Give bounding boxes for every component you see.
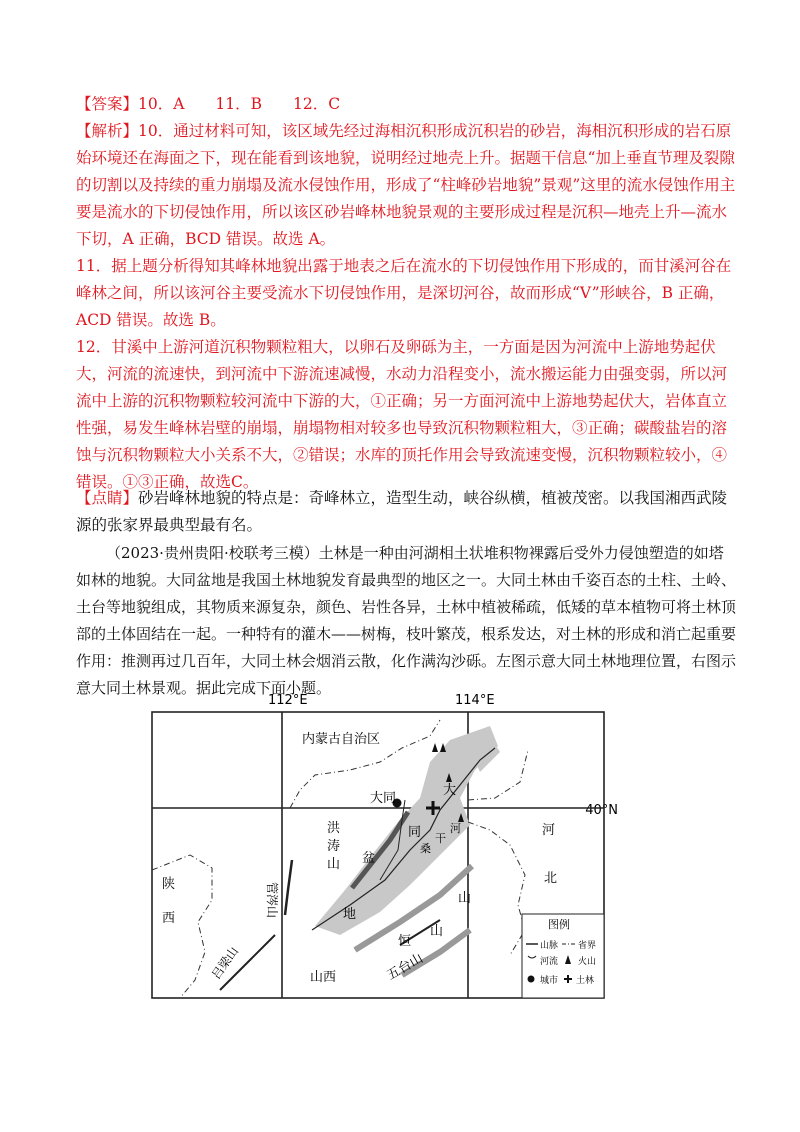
lat-40-label: 40°N [585, 803, 618, 818]
label-he: 河 [542, 823, 556, 838]
question-stem: （2023·贵州贵阳·校联考三模）土林是一种由河湖相土状堆积物裸露后受外力侵蚀塑造的如塔如林的地貌。大同盆地是我国土林地貌发育最典型的地区之一。大同土林由千姿百态的土柱、土岭、土台等地貌组成，其物质来源复杂，颜色、岩性各异，土林中植被稀疏，低矮的草本植物可将土林顶部的土体固结在一起。一种特有的灌木——树梅，枝叶繁茂，根系发达，对土林的形成和消亡起重要作用：推测再过几百年，大同土林会烟消云散，化作满沟沙砾。左图示意大同土林地理位置，右图示意大同土林景观。据此完成下面小题。 [76, 544, 737, 697]
label-hongtao-3: 山 [327, 857, 341, 872]
analysis-tag: 【解析】 [76, 122, 139, 140]
border-hebei [468, 750, 528, 955]
lon-114-label: 114°E [455, 693, 495, 708]
label-xi: 西 [162, 911, 176, 926]
label-bei: 北 [544, 871, 558, 886]
answer-tag: 【答案】 [76, 95, 139, 113]
border-shaanxi [152, 855, 212, 998]
label-sanggan-1: 桑 [420, 842, 431, 855]
label-da: 大 [443, 783, 457, 798]
legend-city: 城市 [540, 976, 559, 986]
analysis-p10: 10．通过材料可知，该区域先经过海相沉积形成沉积岩的砂岩，海相沉积形成的岩石原始环境还在海面之下，现在能看到该地貌，说明经过地壳上升。据题干信息“加上垂直节理及裂隙的切割以及持续的重力崩塌及流水侵蚀作用，形成了“柱峰砂岩地貌”景观”这里的流水侵蚀作用主要是流水的下切侵蚀作用，所以该区砂岩峰林地貌景观的主要形成过程是沉积—地壳上升—流水下切，A 正确，BCD 错误。故选 A。 [76, 122, 736, 248]
legend-tulin: 土林 [576, 976, 595, 986]
lon-112-label: 112°E [268, 693, 308, 708]
legend-river: 河流 [540, 957, 559, 967]
legend-volcano: 火山 [578, 957, 597, 967]
label-sanggan-2: 干 [435, 832, 446, 845]
analysis-11: 11．据上题分析得知其峰林地貌出露于地表之后在流水的下切侵蚀作用下形成的，而甘溪河谷在峰林之间，所以该河谷主要受流水下切侵蚀作用，是深切河谷，故而形成“V”形峡谷，B 正确，ACD 错误。故选 B。 [76, 257, 732, 329]
label-shaan: 陕 [162, 877, 176, 892]
answer-text: 10．A 11．B 12．C [138, 95, 341, 113]
analysis-10 [76, 118, 736, 253]
comment-tag: 【点睛】 [76, 489, 139, 507]
label-lvliang: 吕梁山 [208, 944, 242, 982]
label-wutai: 五台山 [384, 950, 426, 984]
label-shanxi: 山西 [310, 970, 337, 985]
legend-city-swatch [528, 976, 535, 983]
comment [76, 485, 736, 539]
label-inner-mongolia: 内蒙古自治区 [302, 732, 381, 747]
answer-line [76, 91, 736, 118]
legend-mountain: 山脉 [540, 941, 559, 951]
label-hongtao-2: 涛 [327, 839, 341, 854]
label-di: 地 [343, 907, 357, 922]
label-shan-vertical: 山 [458, 891, 472, 906]
legend-title: 图例 [548, 918, 570, 931]
guancen-mountain [285, 860, 292, 915]
label-guancen: 管涔山 [265, 882, 279, 919]
comment-text: 砂岩峰林地貌的特点是：奇峰林立，造型生动，峡谷纵横，植被茂密。以我国湘西武陵源的张家界最典型最有名。 [76, 489, 728, 534]
label-hongtao-1: 洪 [327, 821, 341, 836]
label-heng-shan: 山 [430, 924, 444, 939]
label-tong: 同 [408, 825, 422, 840]
legend-border: 省界 [578, 941, 597, 951]
label-sanggan-3: 河 [450, 822, 461, 835]
analysis-12: 12．甘溪中上游河道沉积物颗粒粗大，以卵石及卵砾为主，一方面是因为河流中上游地势起伏大，河流的流速快，到河流中下游流速减慢，水动力沿程变小，流水搬运能力由强变弱，所以河流中上游的沉积物颗粒较河流中下游的大，①正确；另一方面河流中上游地势起伏大，岩体直立性强，易发生峰林岩壁的崩塌，崩塌物相对较多也导致沉积物颗粒粗大，③正确；碳酸盐岩的溶蚀与沉积物颗粒大小关系不大，②错误；水库的顶托作用会导致流速变慢，沉积物颗粒较小，④错误。①③正确，故选C。 [76, 338, 728, 491]
label-pen: 盆 [362, 851, 376, 866]
location-map [140, 690, 620, 1000]
label-datong: 大同 [370, 791, 397, 806]
label-heng: 恒 [398, 934, 412, 949]
